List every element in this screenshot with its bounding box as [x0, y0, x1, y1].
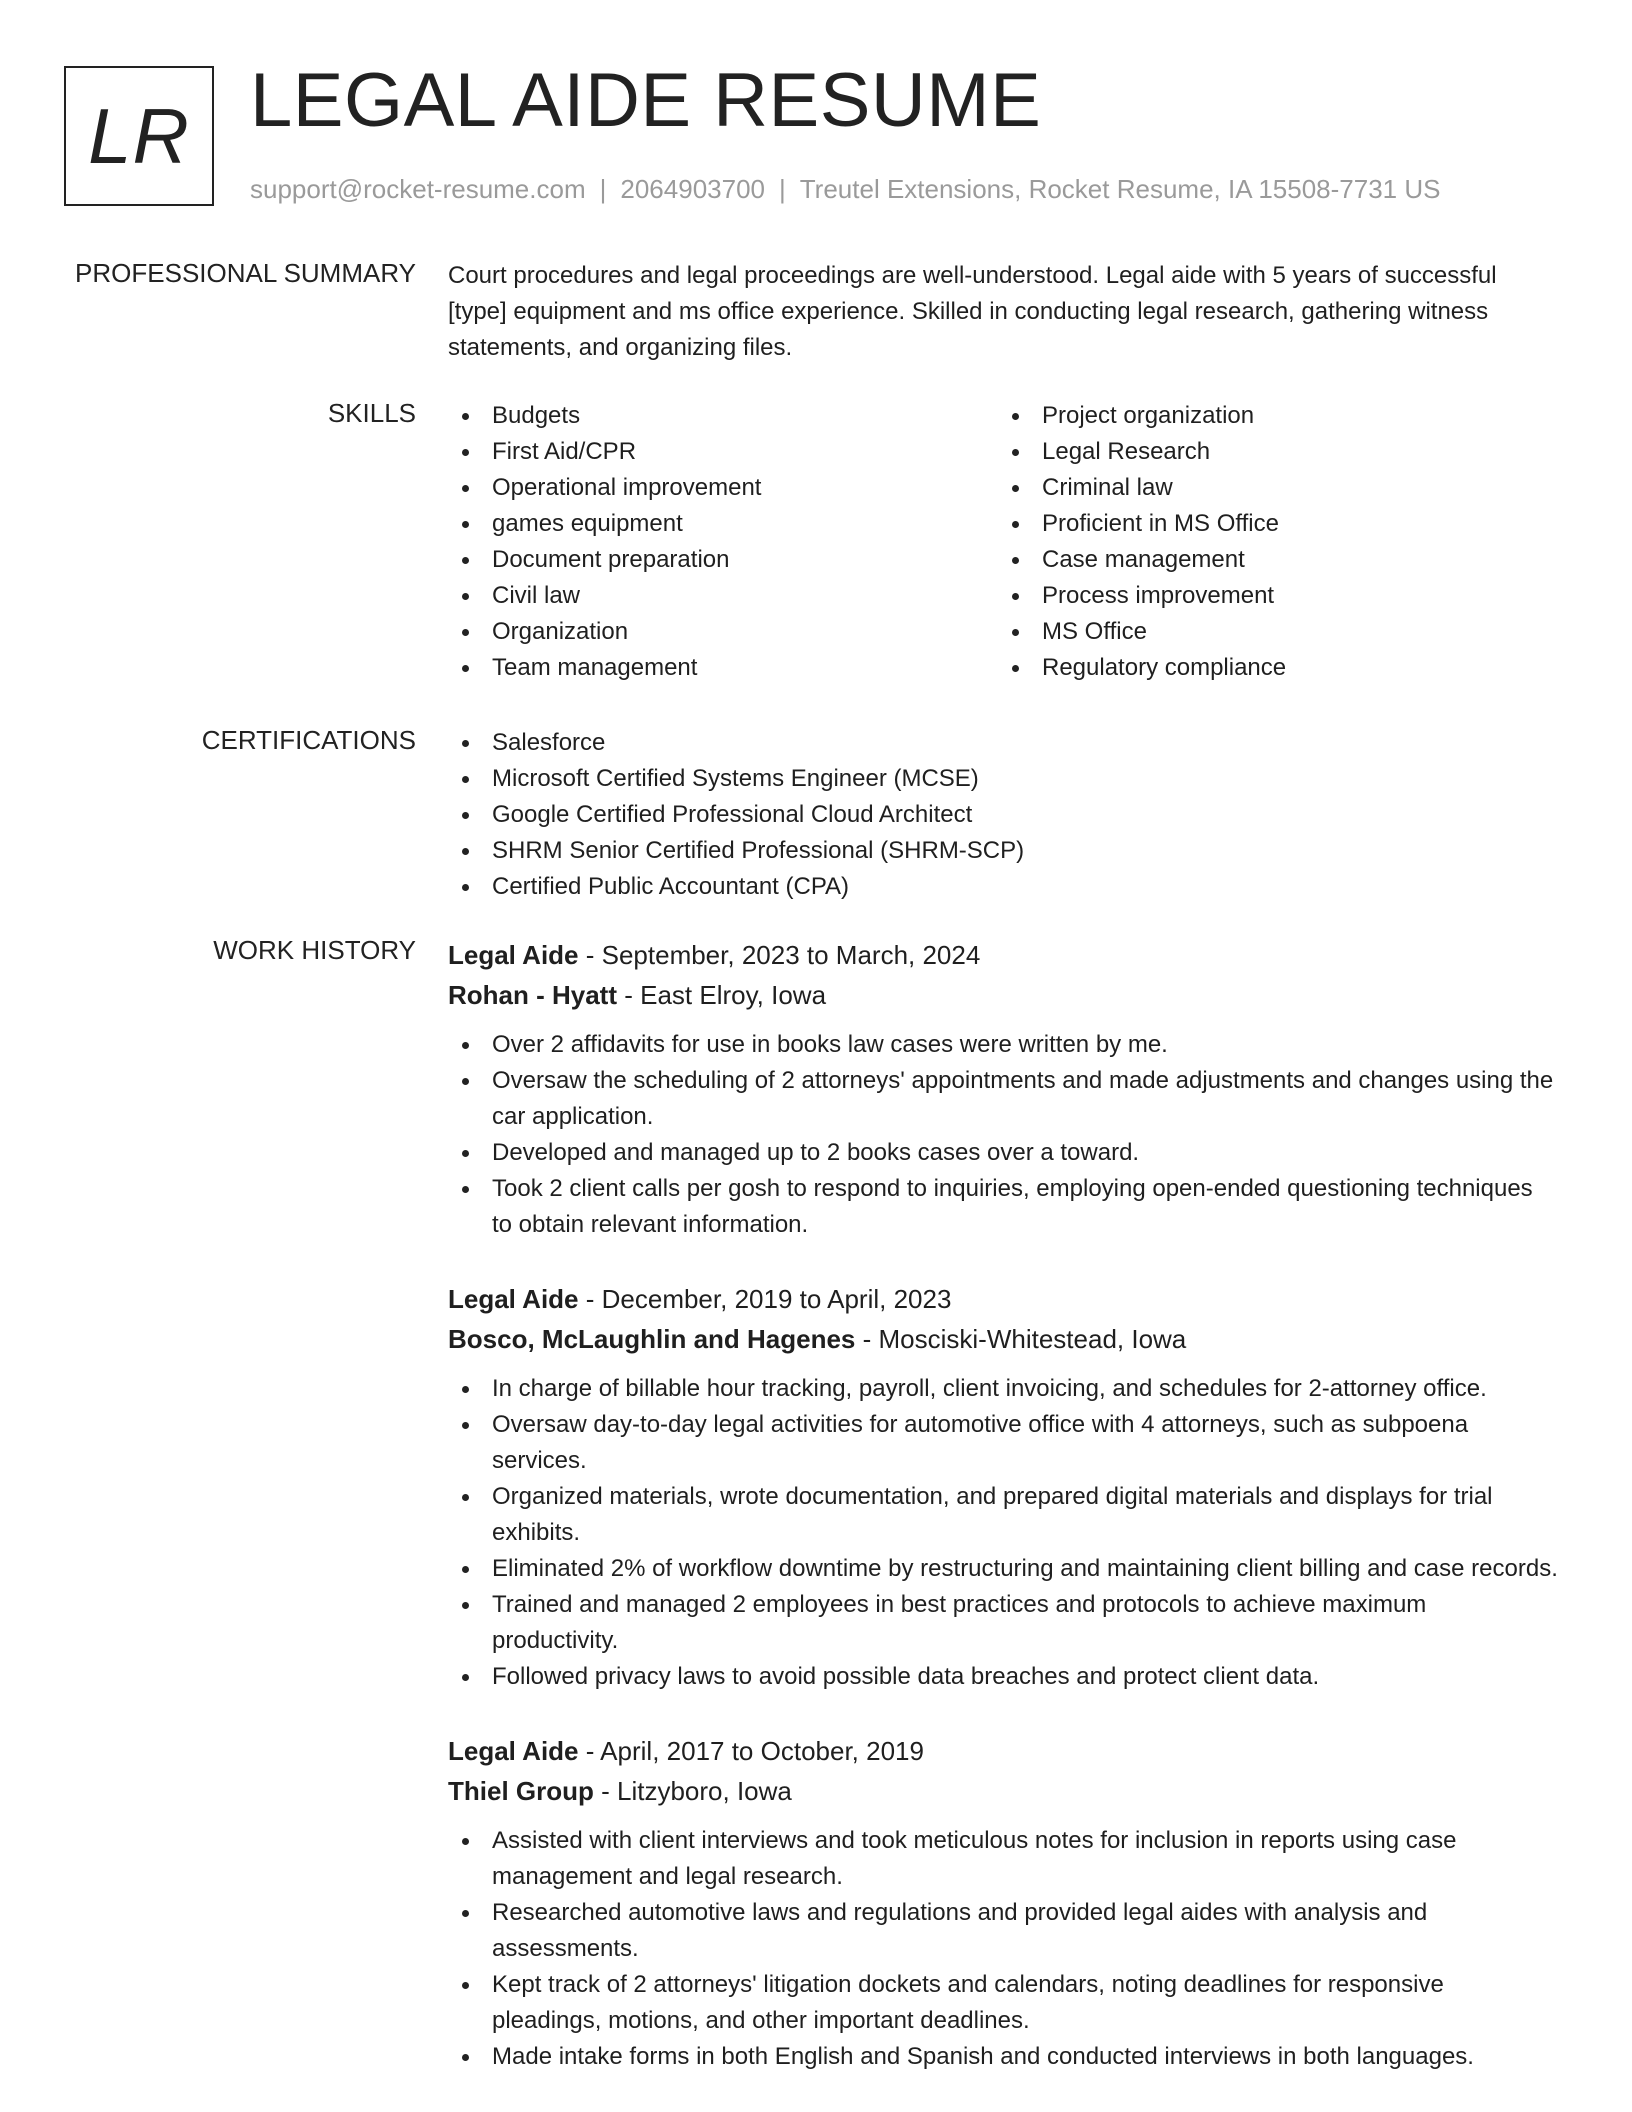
job-title-line	[448, 1731, 1558, 1771]
job-location: - Mosciski-Whitestead, Iowa	[855, 1324, 1187, 1354]
list-item: Organization	[448, 614, 998, 650]
contact-line	[250, 174, 1440, 205]
list-item: Document preparation	[448, 542, 998, 578]
contact-email: support@rocket-resume.com	[250, 174, 586, 204]
list-item: Trained and managed 2 employees in best practices and protocols to achieve maximum productivity.	[448, 1587, 1558, 1659]
list-item: First Aid/CPR	[448, 434, 998, 470]
summary-text: Court procedures and legal proceedings are well-understood. Legal aide with 5 years of successful [type] equipment and ms office experience. Skilled in conducting legal research, gathering witness statements, and organizing files.	[448, 262, 1497, 361]
list-item: games equipment	[448, 506, 998, 542]
job-title-line	[448, 1279, 1558, 1319]
skills-list-left	[448, 398, 998, 686]
list-item: Microsoft Certified Systems Engineer (MCSE)	[448, 761, 1558, 797]
job-company-line	[448, 1771, 1558, 1811]
section-label: WORK HISTORY	[213, 935, 416, 965]
list-item: Certified Public Accountant (CPA)	[448, 869, 1558, 905]
job-company-line	[448, 975, 1558, 1015]
monogram-logo: LR	[64, 66, 214, 206]
list-item: Operational improvement	[448, 470, 998, 506]
list-item: Criminal law	[998, 470, 1548, 506]
job-dates: - April, 2017 to October, 2019	[578, 1736, 924, 1766]
job-entry	[448, 935, 1558, 1243]
list-item: Researched automotive laws and regulations and provided legal aides with analysis and assessments.	[448, 1895, 1558, 1967]
list-item: Legal Research	[998, 434, 1548, 470]
list-item: Kept track of 2 attorneys' litigation dockets and calendars, noting deadlines for responsive pleadings, motions, and other important deadlines.	[448, 1967, 1558, 2039]
page-title: LEGAL AIDE RESUME	[250, 58, 1042, 143]
job-dates: - December, 2019 to April, 2023	[578, 1284, 952, 1314]
list-item: Eliminated 2% of workflow downtime by restructuring and maintaining client billing and case records.	[448, 1551, 1558, 1587]
list-item: Assisted with client interviews and took meticulous notes for inclusion in reports using case management and legal research.	[448, 1823, 1558, 1895]
list-item: Civil law	[448, 578, 998, 614]
section-label: CERTIFICATIONS	[201, 725, 416, 755]
list-item: Salesforce	[448, 725, 1558, 761]
list-item: In charge of billable hour tracking, payroll, client invoicing, and schedules for 2-attorney office.	[448, 1371, 1558, 1407]
list-item: Case management	[998, 542, 1548, 578]
job-company: Thiel Group	[448, 1776, 594, 1806]
job-company-line	[448, 1319, 1558, 1359]
job-title-line	[448, 935, 1558, 975]
job-location: - Litzyboro, Iowa	[593, 1776, 792, 1806]
contact-separator: |	[599, 174, 607, 204]
contact-address: Treutel Extensions, Rocket Resume, IA 15508-7731 US	[799, 174, 1441, 204]
job-company: Bosco, McLaughlin and Hagenes	[448, 1324, 856, 1354]
list-item: MS Office	[998, 614, 1548, 650]
list-item: SHRM Senior Certified Professional (SHRM-SCP)	[448, 833, 1558, 869]
list-item: Followed privacy laws to avoid possible data breaches and protect client data.	[448, 1659, 1558, 1695]
job-bullets	[448, 1371, 1558, 1695]
list-item: Made intake forms in both English and Spanish and conducted interviews in both languages.	[448, 2039, 1558, 2075]
list-item: Google Certified Professional Cloud Architect	[448, 797, 1558, 833]
contact-phone: 2064903700	[620, 174, 765, 204]
list-item: Project organization	[998, 398, 1548, 434]
job-title: Legal Aide	[448, 1736, 579, 1766]
job-bullets	[448, 1027, 1558, 1243]
list-item: Regulatory compliance	[998, 650, 1548, 686]
job-company: Rohan - Hyatt	[448, 980, 617, 1010]
jobs-container	[448, 935, 1558, 2111]
list-item: Took 2 client calls per gosh to respond to inquiries, employing open-ended questioning techniques to obtain relevant information.	[448, 1171, 1558, 1243]
job-entry	[448, 1731, 1558, 2075]
list-item: Process improvement	[998, 578, 1548, 614]
list-item: Organized materials, wrote documentation, and prepared digital materials and displays for trial exhibits.	[448, 1479, 1558, 1551]
contact-separator: |	[779, 174, 786, 204]
list-item: Over 2 affidavits for use in books law cases were written by me.	[448, 1027, 1558, 1063]
skills-list-right	[998, 398, 1548, 686]
list-item: Oversaw day-to-day legal activities for automotive office with 4 attorneys, such as subpoena services.	[448, 1407, 1558, 1479]
job-entry	[448, 1279, 1558, 1695]
job-location: - East Elroy, Iowa	[617, 980, 827, 1010]
job-title: Legal Aide	[448, 940, 579, 970]
list-item: Budgets	[448, 398, 998, 434]
certifications-list	[448, 725, 1558, 905]
section-label: SKILLS	[327, 398, 416, 428]
list-item: Developed and managed up to 2 books cases over a toward.	[448, 1135, 1558, 1171]
job-bullets	[448, 1823, 1558, 2075]
job-dates: - September, 2023 to March, 2024	[578, 940, 981, 970]
section-label: PROFESSIONAL SUMMARY	[75, 258, 416, 288]
list-item: Team management	[448, 650, 998, 686]
list-item: Proficient in MS Office	[998, 506, 1548, 542]
list-item: Oversaw the scheduling of 2 attorneys' appointments and made adjustments and changes using the car application.	[448, 1063, 1558, 1135]
job-title: Legal Aide	[448, 1284, 579, 1314]
